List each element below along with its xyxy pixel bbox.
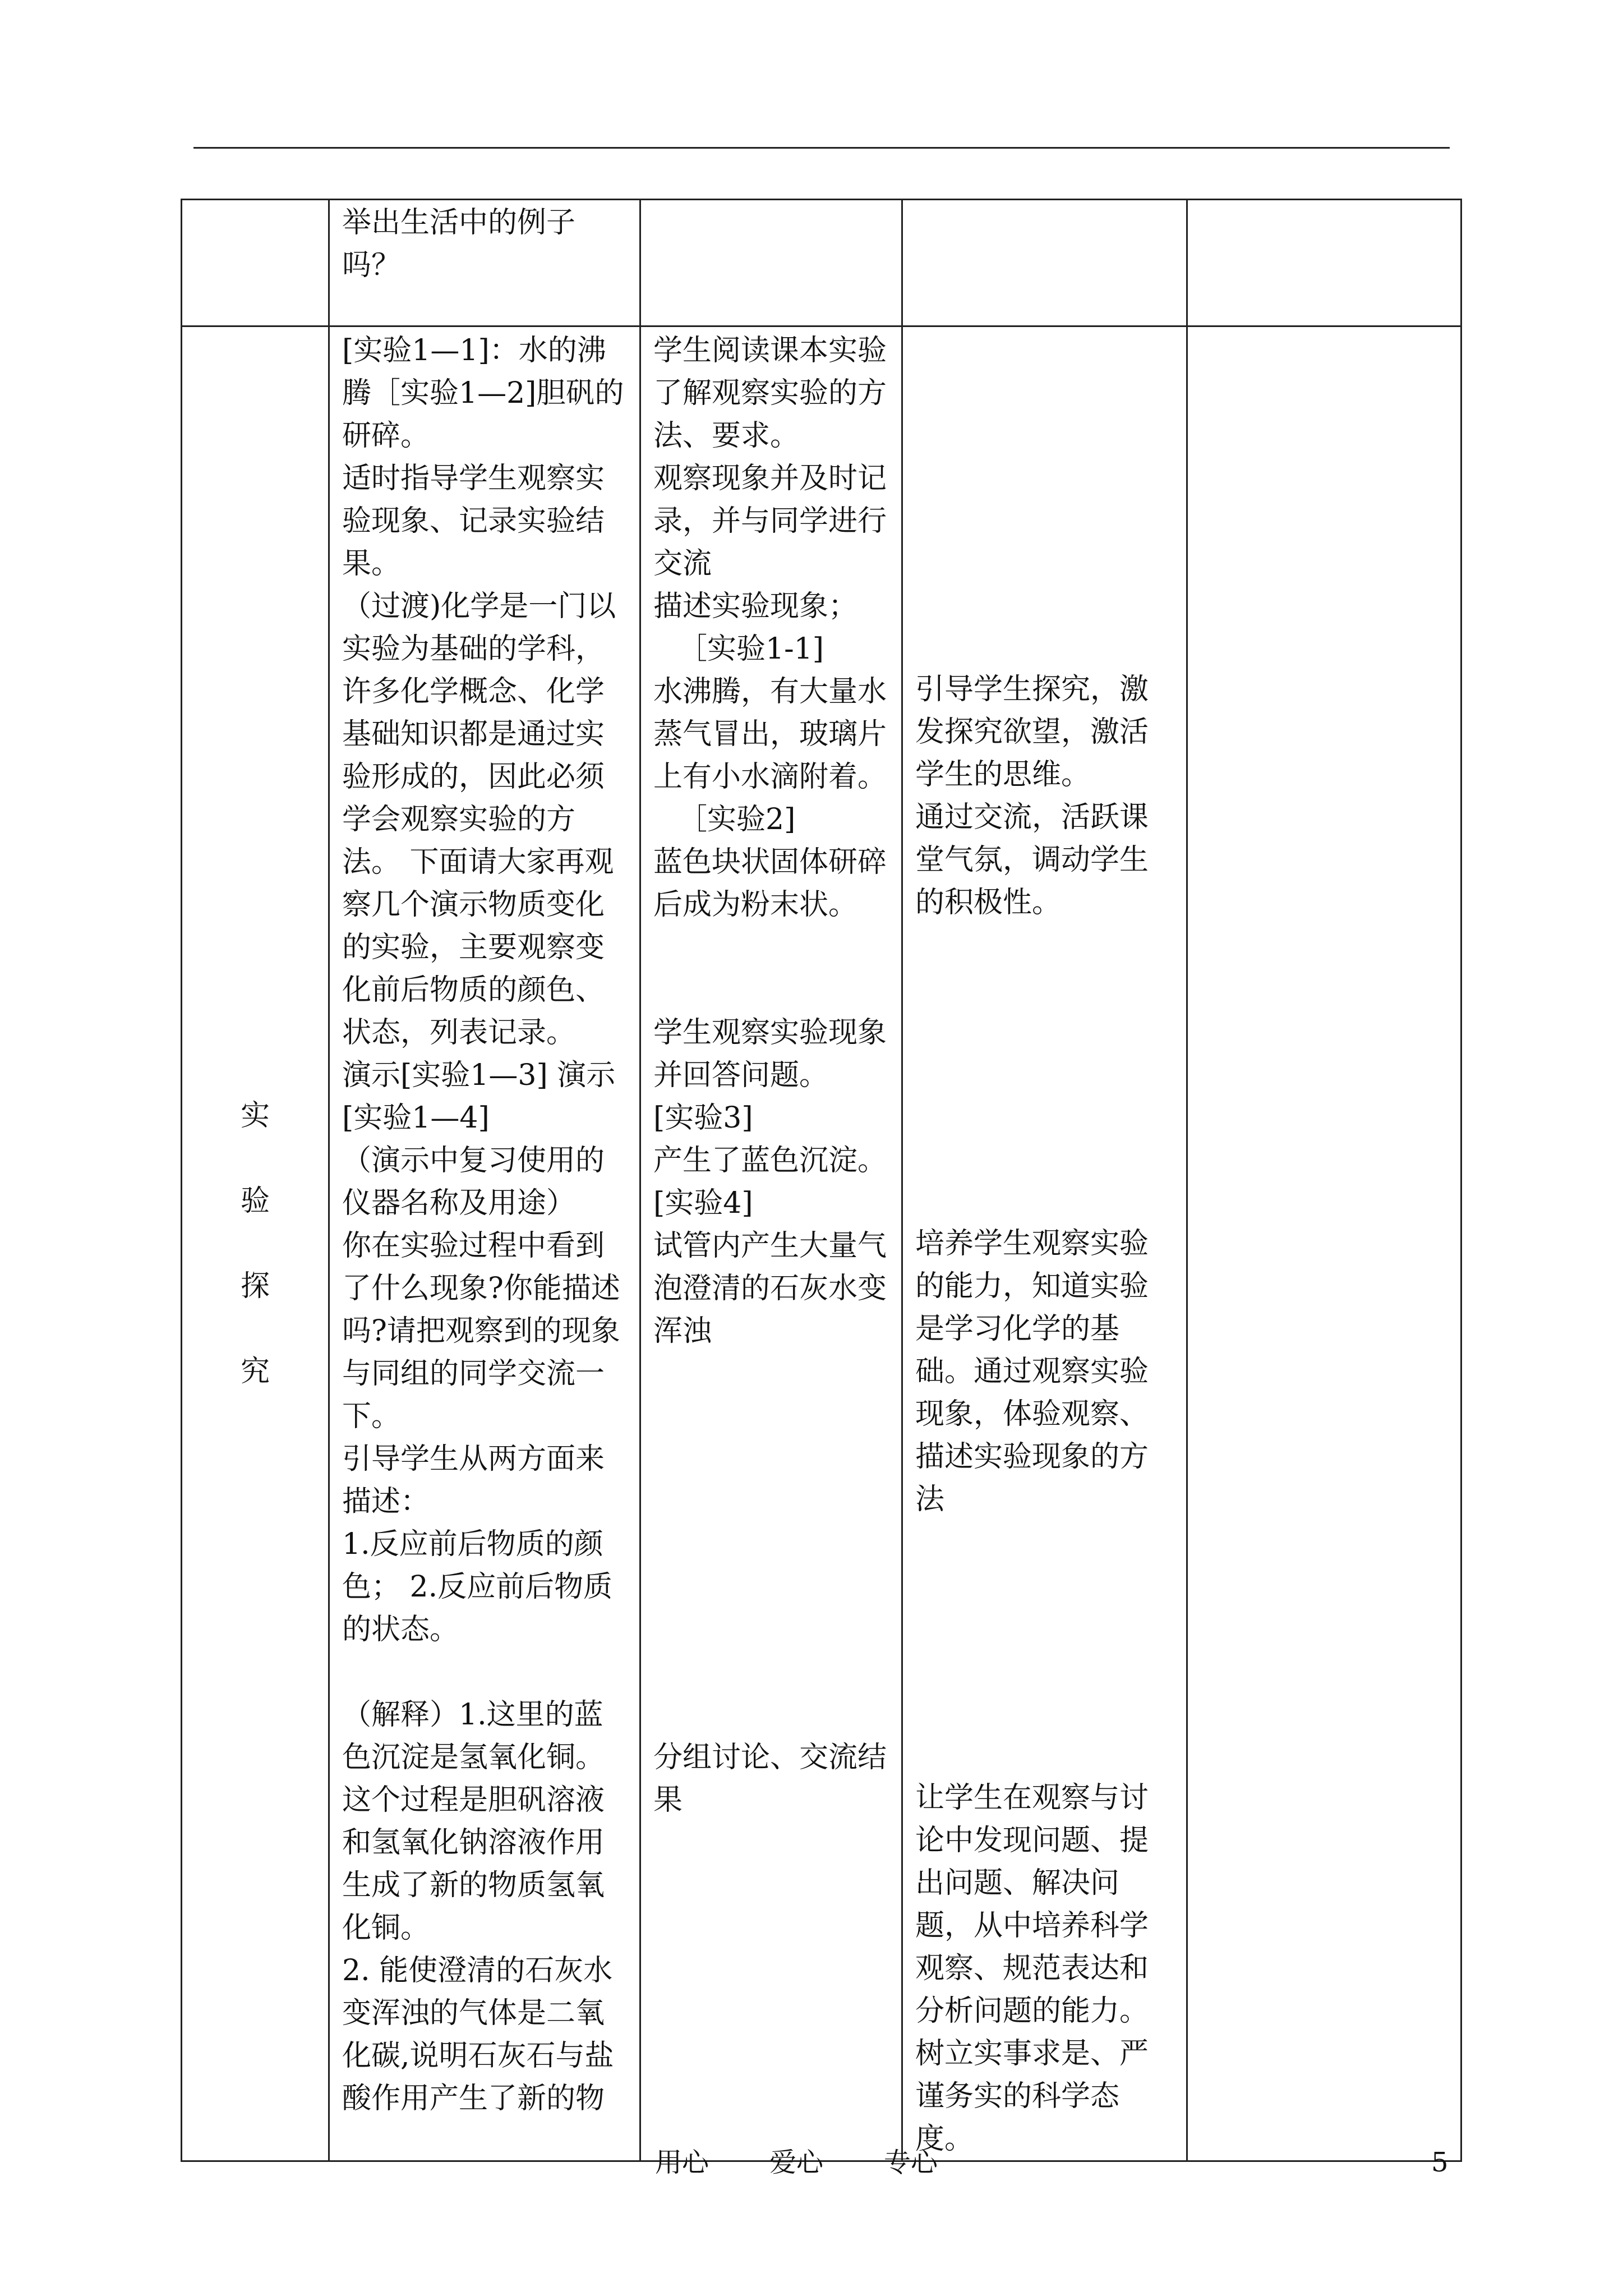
stage-char: 究 xyxy=(240,1355,270,1388)
footer-motto-2: 爱心 xyxy=(769,2147,824,2178)
intent-paragraph: 引导学生探究，激发探究欲望，激活学生的思维。 xyxy=(915,673,1149,792)
header-rule xyxy=(193,147,1450,149)
stage-cell xyxy=(182,200,329,326)
notes-cell xyxy=(1187,200,1461,326)
footer-motto-1: 用心 xyxy=(655,2147,709,2178)
teacher-paragraph: 2. 能使澄清的石灰水变浑浊的气体是二氧化碳,说明石灰石与盐酸作用产生了新的物 xyxy=(342,1954,614,2115)
stage-cell xyxy=(182,326,329,2161)
intent-paragraph: 通过交流，活跃课堂气氛，调动学生的积极性。 xyxy=(915,800,1149,919)
stage-char: 实 xyxy=(240,1099,270,1133)
student-paragraph: ［实验1-1] xyxy=(678,632,824,666)
lesson-plan-table xyxy=(181,199,1462,2162)
design-intent-cell xyxy=(902,326,1187,2161)
stage-char: 验 xyxy=(240,1184,270,1218)
intent-paragraph: 培养学生观察实验的能力，知道实验是学习化学的基础。通过观察实验现象，体验观察、描述实验现象的方法 xyxy=(915,1227,1149,1516)
student-paragraph: ［实验2] xyxy=(678,803,796,836)
design-intent-cell xyxy=(902,200,1187,326)
student-paragraph: 观察现象并及时记录，并与同学进行交流 xyxy=(653,462,887,581)
page-number: 5 xyxy=(1431,2147,1449,2178)
student-paragraph: 描述实验现象； xyxy=(653,590,858,623)
footer-motto-3: 专心 xyxy=(884,2147,938,2178)
intent-paragraph: 让学生在观察与讨论中发现问题、提出问题、解决问题，从中培养科学观察、规范表达和分析问题的能力。树立实事求是、严谨务实的科学态度。 xyxy=(915,1781,1149,2156)
student-paragraph: 学生观察实验现象并回答问题。 xyxy=(653,1016,887,1092)
teacher-paragraph: （解释）1.这里的蓝色沉淀是氢氧化铜。这个过程是胆矾溶液和氢氧化钠溶液作用生成了新的物质氢氧化铜。 xyxy=(342,1698,605,1945)
notes-cell xyxy=(1187,326,1461,2161)
teacher-text: 举出生活中的例子吗？ xyxy=(342,206,576,282)
student-paragraph: 学生阅读课本实验了解观察实验的方法、要求。 xyxy=(653,334,887,453)
table-row xyxy=(182,200,1461,326)
student-paragraph: 试管内产生大量气泡澄清的石灰水变浑浊 xyxy=(653,1229,887,1348)
teacher-paragraph: 你在实验过程中看到了什么现象?你能描述吗?请把观察到的现象与同组的同学交流一下。 xyxy=(342,1229,620,1433)
stage-char: 探 xyxy=(240,1269,270,1303)
teacher-activity-cell xyxy=(329,200,640,326)
student-paragraph: 水沸腾，有大量水蒸气冒出，玻璃片上有小水滴附着。 xyxy=(653,675,887,794)
table-row xyxy=(182,326,1461,2161)
student-activity-cell xyxy=(640,200,902,326)
teacher-paragraph: 1.反应前后物质的颜色； 2.反应前后物质的状态。 xyxy=(342,1527,613,1646)
student-activity-cell xyxy=(640,326,902,2161)
teacher-paragraph: [实验1—1]：水的沸腾［实验1—2]胆矾的研碎。 xyxy=(342,334,624,453)
teacher-paragraph: （演示中复习使用的仪器名称及用途） xyxy=(342,1144,605,1220)
student-paragraph: [实验3] xyxy=(653,1101,753,1135)
teacher-paragraph: 适时指导学生观察实验现象、记录实验结果。 xyxy=(342,462,605,581)
teacher-paragraph: 演示[实验1—3] 演示[实验1—4] xyxy=(342,1059,616,1135)
teacher-paragraph: （过渡)化学是一门以实验为基础的学科，许多化学概念、化学基础知识都是通过实验形成的，因此必须学会观察实验的方法。 下面请大家再观察几个演示物质变化的实验，主要观察变化前后物质的颜色、状态，列表记录。 xyxy=(342,590,616,1050)
student-paragraph: 产生了蓝色沉淀。 xyxy=(653,1144,887,1177)
teacher-paragraph: 引导学生从两方面来描述： xyxy=(342,1442,605,1519)
student-paragraph: 蓝色块状固体研碎后成为粉末状。 xyxy=(653,845,887,922)
teacher-activity-cell xyxy=(329,326,640,2161)
student-paragraph: [实验4] xyxy=(653,1186,753,1220)
student-paragraph: 分组讨论、交流结果 xyxy=(653,1741,887,1817)
